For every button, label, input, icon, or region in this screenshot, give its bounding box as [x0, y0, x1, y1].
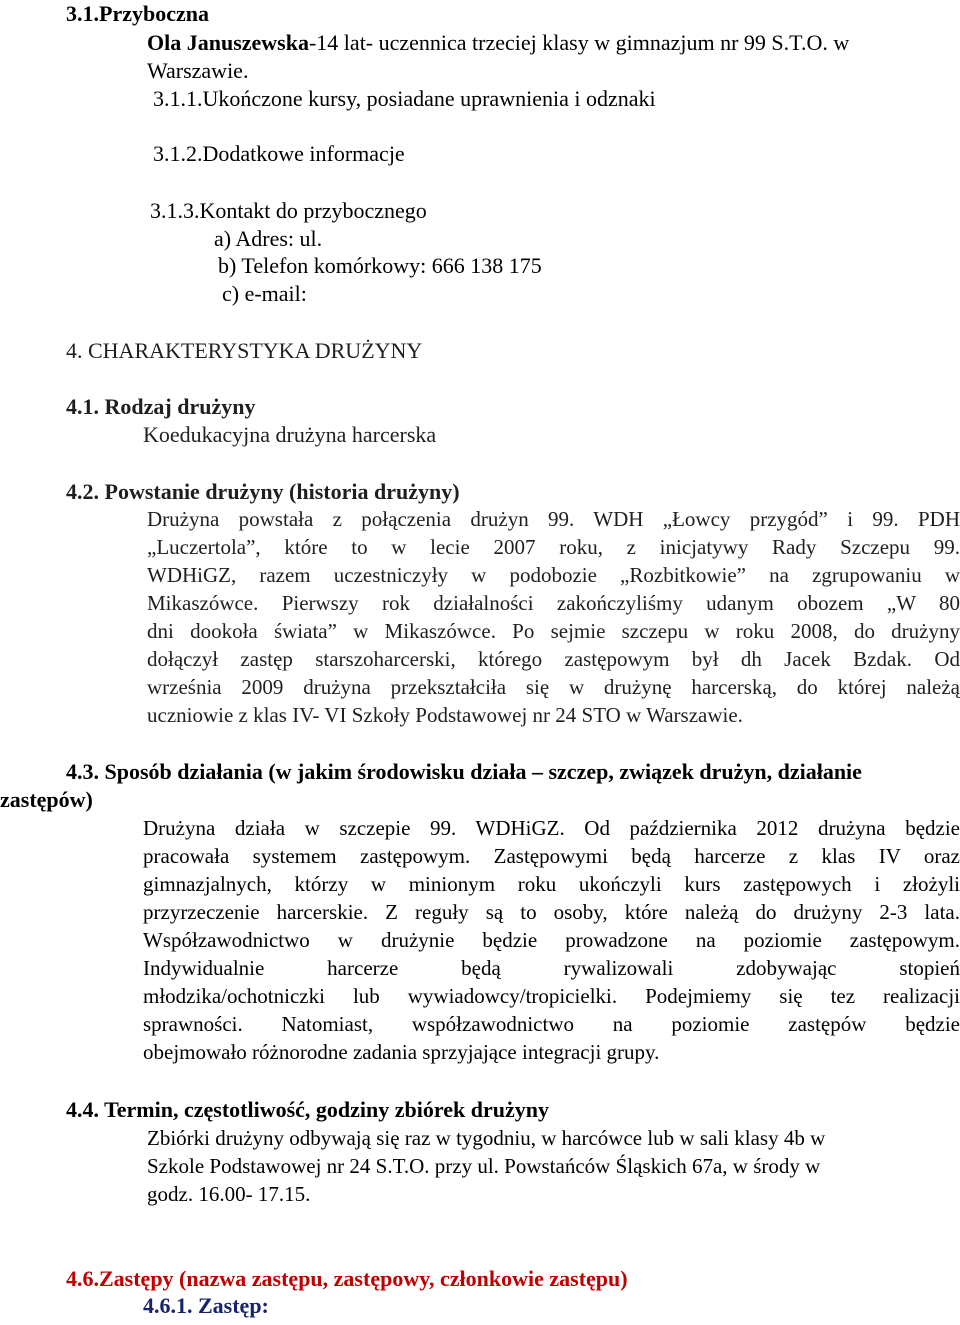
section-4-heading: 4. CHARAKTERYSTYKA DRUŻYNY [66, 338, 423, 363]
section-4-1-text: Koedukacyjna drużyna harcerska [143, 422, 437, 447]
section-3-1-heading: 3.1.Przyboczna [66, 1, 209, 26]
history-line: dołączył zastęp starszoharcerski, którego zastępowym był dh Jacek Bzdak. Od [147, 647, 960, 671]
meeting-line: Szkole Podstawowej nr 24 S.T.O. przy ul. Powstańców Śląskich 67a, w środy w [147, 1154, 821, 1178]
method-line: młodzika/ochotniczki lub wywiadowcy/tropicielki. Podejmiemy się tez realizacji [143, 984, 960, 1008]
history-line: WDHiGZ, razem uczestniczyły w podobozie „Rozbitkowie” na zgrupowaniu w [147, 563, 960, 587]
section-3-1-1: 3.1.1.Ukończone kursy, posiadane uprawnienia i odznaki [153, 86, 656, 111]
assistant-line-1 [147, 29, 849, 57]
history-line: Mikaszówce. Pierwszy rok działalności zakończyliśmy udanym obozem „W 80 [147, 591, 960, 615]
section-4-1-heading: 4.1. Rodzaj drużyny [66, 394, 256, 419]
section-3-1-3: 3.1.3.Kontakt do przybocznego [150, 198, 427, 223]
assistant-name: Ola Januszewska [147, 30, 309, 55]
method-line: obejmowało różnorodne zadania sprzyjające integracji grupy. [143, 1040, 660, 1064]
assistant-desc: -14 lat- uczennica trzeciej klasy w gimnazjum nr 99 S.T.O. w [308, 30, 850, 55]
contact-phone: b) Telefon komórkowy: 666 138 175 [218, 253, 542, 278]
method-line: sprawności. Natomiast, współzawodnictwo na poziomie zastępów będzie [143, 1012, 960, 1036]
history-line: dni dookoła świata” w Mikaszówce. Po sejmie szczepu w roku 2008, do drużyny [147, 619, 960, 643]
history-line: uczniowie z klas IV- VI Szkoły Podstawowej nr 24 STO w Warszawie. [147, 703, 743, 727]
section-4-4-heading: 4.4. Termin, częstotliwość, godziny zbiórek drużyny [66, 1097, 549, 1122]
method-line: Współzawodnictwo w drużynie będzie prowadzone na poziomie zastępowym. [143, 928, 960, 952]
assistant-desc-cont: Warszawie. [147, 58, 249, 83]
section-4-6-1-heading: 4.6.1. Zastęp: [143, 1293, 269, 1318]
section-4-6-heading: 4.6.Zastępy (nazwa zastępu, zastępowy, członkowie zastępu) [66, 1266, 628, 1291]
section-4-3-heading-cont: zastępów) [0, 787, 93, 812]
method-line: Drużyna działa w szczepie 99. WDHiGZ. Od października 2012 drużyna będzie [143, 816, 960, 840]
method-line: gimnazjalnych, którzy w minionym roku ukończyli kurs zastępowych i złożyli [143, 872, 960, 896]
contact-address: a) Adres: ul. [214, 226, 323, 251]
method-line: przyrzeczenie harcerskie. Z reguły są to osoby, które należą do drużyny 2-3 lata. [143, 900, 960, 924]
meeting-line: Zbiórki drużyny odbywają się raz w tygodniu, w harcówce lub w sali klasy 4b w [147, 1126, 826, 1150]
history-line: „Luczertola”, które to w lecie 2007 roku, z inicjatywy Rady Szczepu 99. [147, 535, 960, 559]
section-3-1-2: 3.1.2.Dodatkowe informacje [153, 141, 405, 166]
method-line: Indywidualnie harcerze będą rywalizowali zdobywając stopień [143, 956, 960, 980]
meeting-line: godz. 16.00- 17.15. [147, 1182, 311, 1206]
method-line: pracowała systemem zastępowym. Zastępowymi będą harcerze z klas IV oraz [143, 844, 960, 868]
contact-email: c) e-mail: [222, 281, 307, 306]
history-line: września 2009 drużyna przekształciła się w drużynę harcerską, do której należą [147, 675, 960, 699]
section-4-3-heading: 4.3. Sposób działania (w jakim środowisku działa – szczep, związek drużyn, działanie [66, 759, 862, 784]
section-4-2-heading: 4.2. Powstanie drużyny (historia drużyny) [66, 479, 460, 504]
history-line: Drużyna powstała z połączenia drużyn 99. WDH „Łowcy przygód” i 99. PDH [147, 507, 960, 531]
